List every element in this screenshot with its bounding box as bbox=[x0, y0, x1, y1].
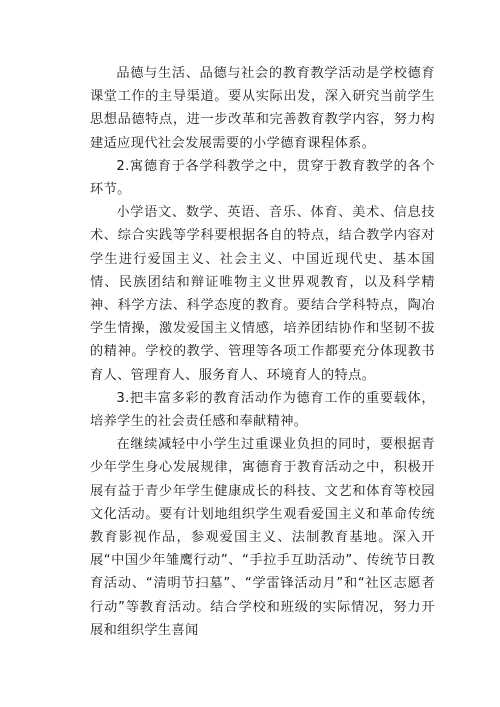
paragraph-moral-education-curriculum: 品德与生活、品德与社会的教育教学活动是学校德育课堂工作的主导渠道。要从实际出发，深入研究当前学生思想品德特点，进一步改革和完善教育教学内容，努力构建适应现代社会发展需要的小学德育课程体系。 bbox=[90, 66, 435, 151]
paragraph-heading-3: 3.把丰富多彩的教育活动作为德育工作的重要载体，培养学生的社会责任感和奉献精神。 bbox=[90, 390, 435, 430]
document-body bbox=[90, 62, 435, 642]
paragraph-subject-teaching: 小学语文、数学、英语、音乐、体育、美术、信息技术、综合实践等学科要根据各自的特点，结合教学内容对学生进行爱国主义、社会主义、中国近现代史、基本国情、民族团结和辩证唯物主义世界观教育，以及科学精神、科学方法、科学态度的教育。要结合学科特点，陶冶学生情操，激发爱国主义情感，培养团结协作和坚韧不拔的精神。学校的教学、管理等各项工作都要充分体现教书育人、管理育人、服务育人、环境育人的特点。 bbox=[90, 205, 435, 383]
paragraph-heading-2: 2.寓德育于各学科教学之中，贯穿于教育教学的各个环节。 bbox=[90, 158, 435, 198]
paragraph-education-activities: 在继续减轻中小学生过重课业负担的同时，要根据青少年学生身心发展规律，寓德育于教育活动之中，积极开展有益于青少年学生健康成长的科技、文艺和体育等校园文化活动。要有计划地组织学生观看爱国主义和革命传统教育影视作品，参观爱国主义、法制教育基地。深入开展“中国少年雏鹰行动”、“手拉手互助活动”、传统节日教育活动、“清明节扫墓”、“学雷锋活动月”和“社区志愿者行动”等教育活动。结合学校和班级的实际情况，努力开展和组织学生喜闻 bbox=[90, 437, 435, 638]
